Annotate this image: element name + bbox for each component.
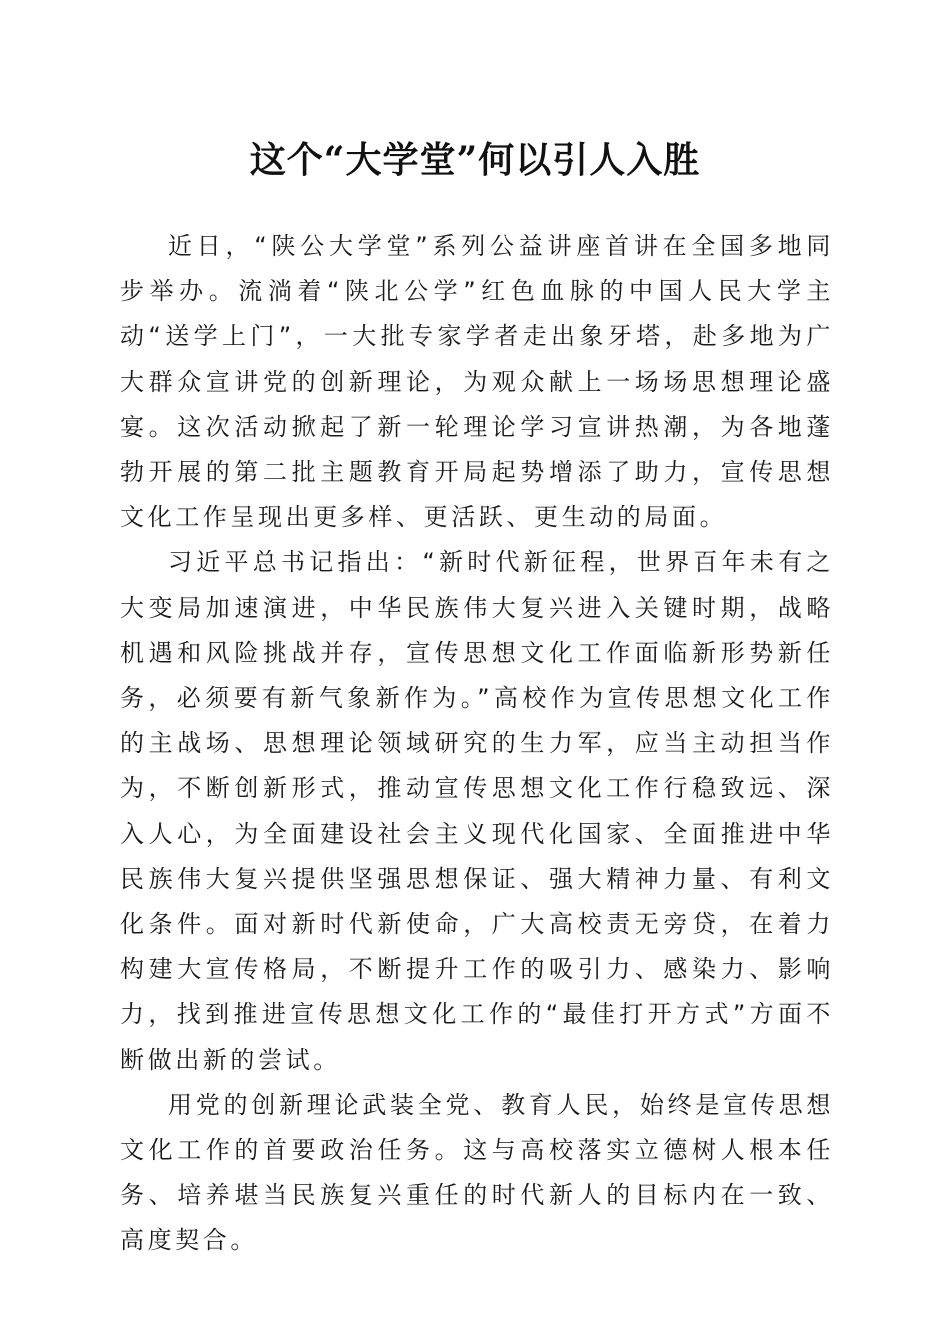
article-title: 这个“大学堂”何以引人入胜: [249, 139, 701, 181]
paragraph-2: 习近平总书记指出：“新时代新征程，世界百年未有之大变局加速演进，中华民族伟大复兴进入关键时期，战略机遇和风险挑战并存，宣传思想文化工作面临新形势新任务，必须要有新气象新作为。”高校作为宣传思想文化工作的主战场、思想理论领域研究的生力军，应当主动担当作为，不断创新形式，推动宣传思想文化工作行稳致远、深入人心，为全面建设社会主义现代化国家、全面推进中华民族伟大复兴提供坚强思想保证、强大精神力量、有利文化条件。面对新时代新使命，广大高校责无旁贷，在着力构建大宣传格局，不断提升工作的吸引力、感染力、影响力，找到推进宣传思想文化工作的“最佳打开方式”方面不断做出新的尝试。: [120, 548, 834, 1074]
article-body: [120, 224, 834, 1264]
paragraph-3: 用党的创新理论武装全党、教育人民，始终是宣传思想文化工作的首要政治任务。这与高校落实立德树人根本任务、培养堪当民族复兴重任的时代新人的目标内在一致、高度契合。: [120, 1090, 834, 1255]
paragraph-1: 近日，“陕公大学堂”系列公益讲座首讲在全国多地同步举办。流淌着“陕北公学”红色血脉的中国人民大学主动“送学上门”，一大批专家学者走出象牙塔，赴多地为广大群众宣讲党的创新理论，为观众献上一场场思想理论盛宴。这次活动掀起了新一轮理论学习宣讲热潮，为各地蓬勃开展的第二批主题教育开局起势增添了助力，宣传思想文化工作呈现出更多样、更活跃、更生动的局面。: [120, 232, 834, 532]
